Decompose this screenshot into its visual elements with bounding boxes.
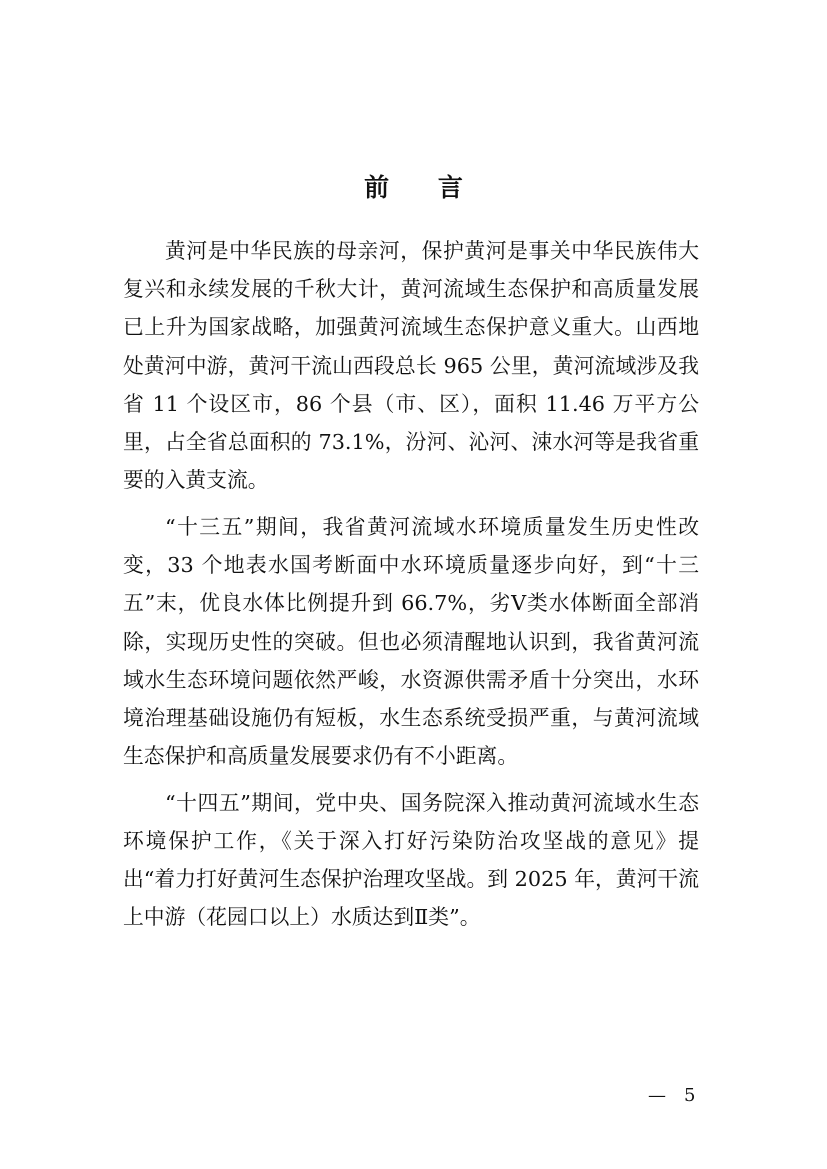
paragraph-3: “十四五”期间，党中央、国务院深入推动黄河流域水生态环境保护工作，《关于深入打好污染防治攻坚战的意见》提出“着力打好黄河生态保护治理攻坚战。到 2025 年，黄河干流上中游（花园口以上）水质达到Ⅱ类”。 — [123, 790, 699, 930]
body-text — [123, 232, 699, 945]
paragraph-2: “十三五”期间，我省黄河流域水环境质量发生历史性改变，33 个地表水国考断面中水环境质量逐步向好，到“十三五”末，优良水体比例提升到 66.7%，劣Ⅴ类水体断面全部消除，实现历史性的突破。但也必须清醒地认识到，我省黄河流域水生态环境问题依然严峻，水资源供需矛盾十分突出，水环境治理基础设施仍有短板，水生态系统受损严重，与黄河流域生态保护和高质量发展要求仍有不小距离。 — [123, 514, 699, 769]
page-number — [648, 1084, 695, 1108]
page-title: 前 言 — [364, 173, 483, 202]
page-number-value: 5 — [684, 1085, 696, 1106]
paragraph-1: 黄河是中华民族的母亲河，保护黄河是事关中华民族伟大复兴和永续发展的千秋大计，黄河流域生态保护和高质量发展已上升为国家战略，加强黄河流域生态保护意义重大。山西地处黄河中游，黄河干流山西段总长 965 公里，黄河流域涉及我省 11 个设区市，86 个县（市、区），面积 11.46 万平方公里，占全省总面积的 73.1%，汾河、沁河、涑水河等是我省重要的入黄支流。 — [123, 239, 699, 493]
page-number-dash: — — [648, 1085, 666, 1106]
